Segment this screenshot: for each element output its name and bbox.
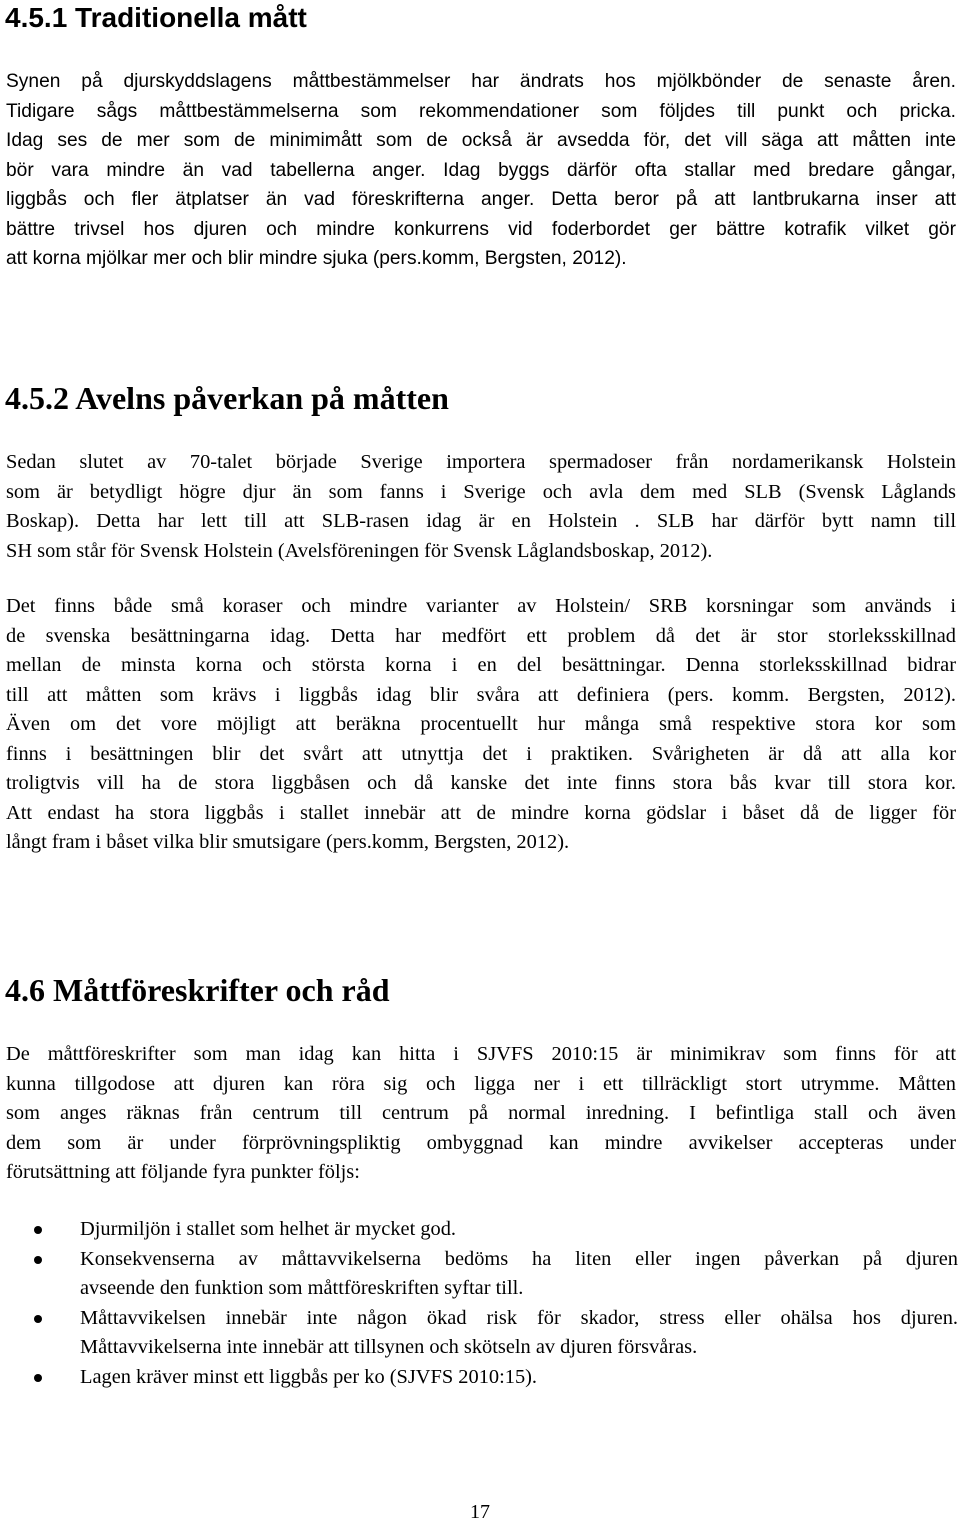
text-line: de svenska besättningarna idag. Detta har medfört ett problem då det är stor storleksskillnad [6,624,956,647]
section-heading-4-5-1: 4.5.1 Traditionella mått [5,2,307,33]
text-line: Lagen kräver minst ett liggbås per ko (SJVFS 2010:15). [80,1365,538,1388]
paragraph-breeding-intro [6,448,956,566]
list-item [30,1304,958,1363]
list-item [30,1215,958,1245]
text-line: som anges räknas från centrum till centrum på normal inredning. I befintliga stall och även [6,1102,956,1124]
list-item [30,1363,958,1393]
text-line: troligtvis vill ha de stora liggbåsen och då kanske det inte finns stora bås kvar till stora kor. [6,772,956,794]
text-line: Idag ses de mer som de minimimått som de också är avsedda för, det vill säga att måtten inte [6,130,956,151]
text-line: dem som är under förprövningspliktig ombyggnad kan mindre avvikelser accepteras under [6,1131,956,1154]
bullet-dot-icon [34,1256,42,1264]
text-line: som är betydligt högre djur än som fanns i Sverige och avla dem med SLB (Svensk Låglands [6,480,956,503]
section-heading-4-5-2: 4.5.2 Avelns påverkan på måtten [5,380,449,416]
paragraph-measure-regulations [6,1040,956,1188]
text-line: Att endast ha stora liggbås i stallet innebär att de mindre korna gödslar i båset då de ligger för [6,801,956,824]
text-line: Djurmiljön i stallet som helhet är mycket god. [80,1218,457,1240]
bullet-list-conditions [30,1215,958,1392]
text-line: Konsekvenserna av måttavvikelserna bedöms ha liten eller ingen påverkan på djuren [80,1247,958,1270]
text-line: De måttföreskrifter som man idag kan hitta i SJVFS 2010:15 är minimikrav som finns för att [6,1043,956,1065]
text-line: kunna tillgodose att djuren kan röra sig och ligga ner i ett tillräckligt stort utrymme. Måtten [6,1072,956,1095]
text-line: Det finns både små koraser och mindre varianter av Holstein/ SRB korsningar som används i [6,595,956,617]
text-line: Måttavvikelsen innebär inte någon ökad risk för skador, stress eller ohälsa hos djuren. [80,1306,958,1329]
text-line: Även om det vore möjligt att beräkna procentuellt hur många små respektive stora kor som [6,713,956,735]
text-line: mellan de minsta korna och största korna i en del besättningar. Denna storleksskillnad bidrar [6,654,956,676]
text-line: långt fram i båset vilka blir smutsigare (pers.komm, Bergsten, 2012). [6,831,570,853]
paragraph-traditional-measures [6,67,956,274]
bullet-dot-icon [34,1315,42,1323]
bullet-dot-icon [34,1374,42,1382]
text-line: förutsättning att följande fyra punkter följs: [6,1161,360,1183]
paragraph-breeding-size-differences [6,592,956,858]
text-line: Boskap). Detta har lett till att SLB-rasen idag är en Holstein . SLB har därför bytt namn till [6,510,956,532]
text-line: att korna mjölkar mer och blir mindre sjuka (pers.komm, Bergsten, 2012). [6,248,627,269]
text-line: liggbås och fler ätplatser än vad föreskrifterna anger. Detta beror på att lantbrukarna inser att [6,189,956,210]
text-line: Tidigare sågs måttbestämmelserna som rekommendationer som följdes till punkt och pricka. [6,100,956,122]
text-line: Synen på djurskyddslagens måttbestämmelser har ändrats hos mjölkbönder de senaste åren. [6,71,956,92]
page-number: 17 [470,1501,490,1523]
text-line: bättre trivsel hos djuren och mindre konkurrens vid foderbordet ger bättre kotrafik vilket gör [6,218,956,240]
text-line: Måttavvikelserna inte innebär att tillsynen och skötseln av djuren försvåras. [80,1336,698,1358]
text-line: bör vara mindre än vad tabellerna anger. Idag byggs därför ofta stallar med bredare gångar, [6,159,956,181]
text-line: Sedan slutet av 70-talet började Sverige importera spermadoser från nordamerikansk Holstein [6,451,956,473]
bullet-dot-icon [34,1226,42,1234]
text-line: till att måtten som krävs i liggbås idag blir svåra att definiera (pers. komm. Bergsten, 2012). [6,683,956,706]
text-line: finns i besättningen blir det svårt att utnyttja det i praktiken. Svårigheten är då att alla kor [6,742,956,765]
text-line: avseende den funktion som måttföreskriften syftar till. [80,1277,524,1299]
text-line: SH som står för Svensk Holstein (Avelsföreningen för Svensk Låglandsboskap, 2012). [6,539,713,562]
list-item [30,1245,958,1304]
section-heading-4-6: 4.6 Måttföreskrifter och råd [5,972,390,1008]
